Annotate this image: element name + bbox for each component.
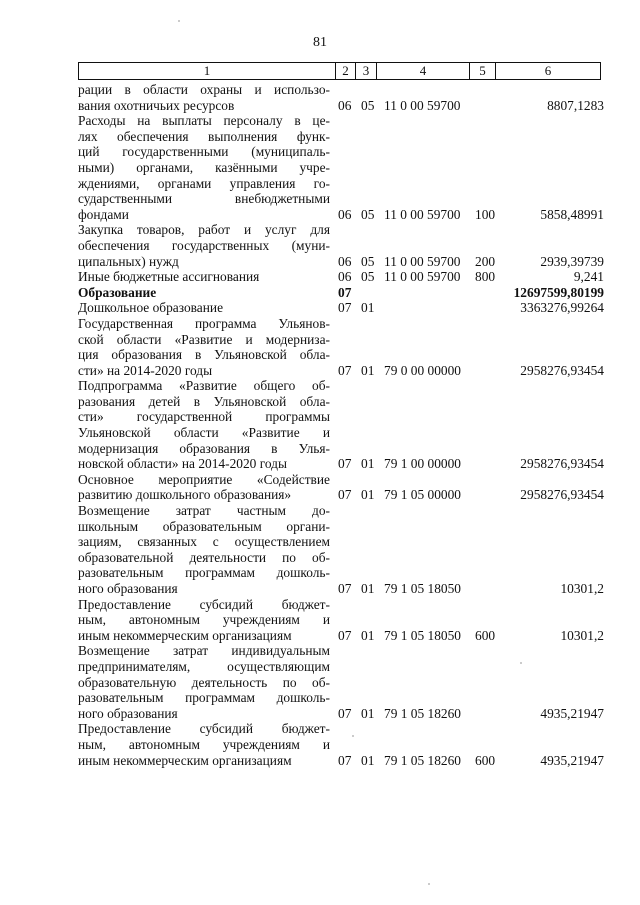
table-row: [0, 378, 640, 472]
description-line: разовательным программам дошколь-: [78, 690, 330, 706]
cell-c3: 01: [361, 456, 375, 472]
cell-c4: 79 1 05 18260: [384, 705, 461, 721]
description-line: сти» государственной программы: [78, 409, 330, 425]
description-line: разовательным программам дошколь-: [78, 565, 330, 581]
cell-c2: 07: [338, 752, 352, 768]
cell-c3: 05: [361, 206, 375, 222]
page-number: 81: [313, 35, 327, 50]
cell-c3: 01: [361, 300, 375, 316]
description-line: иным некоммерческим организациям: [78, 752, 292, 768]
scan-speck: [520, 662, 522, 664]
table-body: [0, 82, 640, 768]
table-row: [0, 269, 640, 285]
cell-c6: 3363276,99264: [520, 300, 604, 316]
table-row: [0, 222, 640, 269]
description-line: фондами: [78, 206, 129, 222]
cell-c3: 01: [361, 705, 375, 721]
description-line: предпринимателям, осуществляющим: [78, 658, 330, 674]
description-line: ным, автономным учреждениям и: [78, 736, 330, 752]
description-line: Основное мероприятие «Содействие: [78, 471, 330, 487]
description-line: Расходы на выплаты персоналу в це-: [78, 113, 330, 129]
cell-c2: 07: [338, 487, 352, 503]
cell-c3: 01: [361, 581, 375, 596]
description-line: образовательной деятельности по об-: [78, 549, 330, 565]
description-line: ными) органами, казёнными учре-: [78, 159, 330, 175]
cell-c6: 8807,1283: [547, 97, 604, 113]
cell-c4: 79 1 05 18050: [384, 581, 461, 596]
table-row: [0, 300, 640, 316]
table-row: [0, 82, 640, 113]
table-row: [0, 503, 640, 597]
description-line: обеспечения государственных (муни-: [78, 237, 330, 253]
description-line: разования детей в Ульяновской обла-: [78, 393, 330, 409]
description-line: новской области» на 2014-2020 годы: [78, 456, 287, 472]
cell-c3: 05: [361, 269, 375, 285]
cell-c4: 79 1 00 00000: [384, 456, 461, 472]
description-line: образовательную деятельность по об-: [78, 674, 330, 690]
description-line: Возмещение затрат индивидуальным: [78, 643, 330, 659]
cell-c4: 79 0 00 00000: [384, 362, 461, 378]
cell-c3: 01: [361, 487, 375, 503]
description-line: вания охотничьих ресурсов: [78, 97, 235, 113]
header-col-4: 4: [377, 63, 470, 80]
cell-c3: 05: [361, 97, 375, 113]
description-line: рации в области охраны и использо-: [78, 82, 330, 97]
cell-c6: 5858,48991: [540, 206, 604, 222]
description-line: Иные бюджетные ассигнования: [78, 269, 260, 285]
cell-c6: 12697599,80199: [513, 284, 604, 300]
description-line: ным, автономным учреждениям и: [78, 612, 330, 628]
description-line: сти» на 2014-2020 годы: [78, 362, 213, 378]
cell-c3: 01: [361, 627, 375, 643]
cell-c6: 2958276,93454: [520, 362, 604, 378]
cell-c6: 2958276,93454: [520, 456, 604, 472]
description-line: ждениями, органами управления го-: [78, 175, 330, 191]
table-header: [78, 62, 601, 80]
cell-c2: 06: [338, 253, 352, 269]
cell-c6: 4935,21947: [540, 705, 604, 721]
table-row: [0, 472, 640, 503]
cell-c4: 11 0 00 59700: [384, 253, 461, 269]
header-col-2: 2: [336, 63, 356, 80]
cell-c4: 79 1 05 18050: [384, 627, 461, 643]
cell-c2: 07: [338, 581, 352, 596]
header-col-1: 1: [79, 63, 336, 80]
table-row: [0, 597, 640, 644]
cell-c6: 2939,39739: [540, 253, 604, 269]
description-line: школьным образовательным органи-: [78, 518, 330, 534]
cell-c4: 11 0 00 59700: [384, 97, 461, 113]
description-line: развитию дошкольного образования»: [78, 487, 292, 503]
cell-c3: 01: [361, 752, 375, 768]
description-line: Подпрограмма «Развитие общего об-: [78, 378, 330, 394]
cell-c2: 06: [338, 97, 352, 113]
scan-speck: [178, 20, 180, 22]
header-col-3: 3: [356, 63, 377, 80]
description-line: Ульяновской области «Развитие и: [78, 425, 330, 441]
cell-c2: 07: [338, 300, 352, 316]
cell-c5: 200: [475, 253, 496, 269]
cell-c5: 800: [475, 269, 496, 285]
cell-c4: 79 1 05 18260: [384, 752, 461, 768]
cell-c6: 9,241: [573, 269, 604, 285]
description-line: Возмещение затрат частным до-: [78, 503, 330, 519]
cell-c2: 07: [338, 705, 352, 721]
cell-c4: 11 0 00 59700: [384, 206, 461, 222]
scan-speck: [428, 883, 430, 885]
cell-c6: 4935,21947: [540, 752, 604, 768]
header-col-6: 6: [496, 63, 601, 80]
description-line: сударственными внебюджетными: [78, 191, 330, 207]
description-line: иным некоммерческим организациям: [78, 627, 292, 643]
cell-c4: 79 1 05 00000: [384, 487, 461, 503]
description-line: зациям, связанных с осуществлением: [78, 534, 330, 550]
cell-c5: 100: [475, 206, 496, 222]
cell-c5: 600: [475, 627, 496, 643]
cell-c6: 2958276,93454: [520, 487, 604, 503]
header-col-5: 5: [470, 63, 496, 80]
description-line: ного образования: [78, 705, 178, 721]
description-line: ципальных) нужд: [78, 253, 179, 269]
description-line: ция образования в Ульяновской обла-: [78, 347, 330, 363]
description-line: Закупка товаров, работ и услуг для: [78, 222, 330, 238]
description-line: ций государственными (муниципаль-: [78, 144, 330, 160]
description-line: ного образования: [78, 581, 178, 596]
cell-c2: 07: [338, 456, 352, 472]
table-row: [0, 285, 640, 301]
table-row: [0, 721, 640, 768]
cell-c6: 10301,2: [560, 581, 604, 596]
cell-c3: 01: [361, 362, 375, 378]
table-row: [0, 113, 640, 222]
cell-c2: 06: [338, 206, 352, 222]
table-row: [0, 643, 640, 721]
description-line: Государственная программа Ульянов-: [78, 315, 330, 331]
description-line: Предоставление субсидий бюджет-: [78, 721, 330, 737]
description-line: модернизация образования в Улья-: [78, 440, 330, 456]
cell-c2: 06: [338, 269, 352, 285]
cell-c2: 07: [338, 627, 352, 643]
cell-c6: 10301,2: [560, 627, 604, 643]
cell-c4: 11 0 00 59700: [384, 269, 461, 285]
cell-c5: 600: [475, 752, 496, 768]
description-line: Предоставление субсидий бюджет-: [78, 596, 330, 612]
description-line: Дошкольное образование: [78, 300, 224, 316]
cell-c3: 05: [361, 253, 375, 269]
description-line: ской области «Развитие и модерниза-: [78, 331, 330, 347]
table-row: [0, 316, 640, 378]
cell-c2: 07: [338, 284, 352, 300]
cell-c2: 07: [338, 362, 352, 378]
description-line: лях обеспечения выполнения функ-: [78, 128, 330, 144]
scan-speck: [352, 735, 354, 737]
description-line: Образование: [78, 284, 157, 300]
